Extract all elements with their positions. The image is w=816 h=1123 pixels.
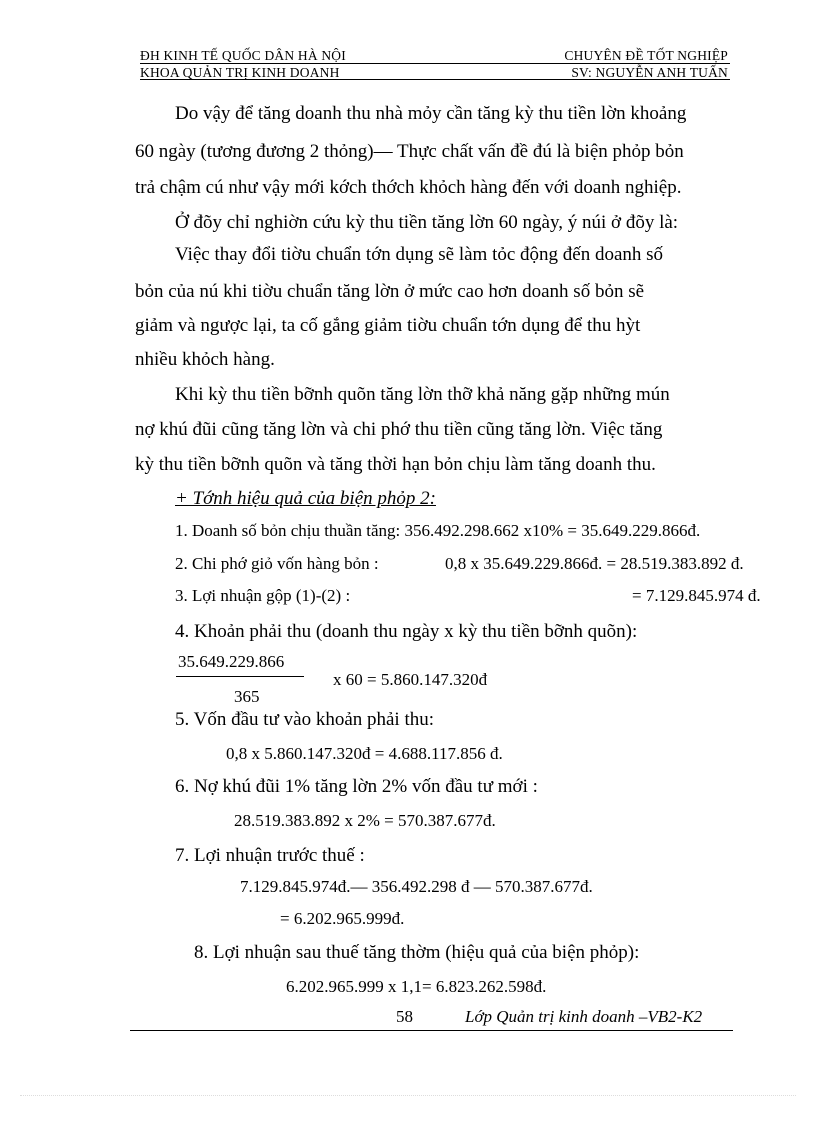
calc-item-7: 7. Lợi nhuận trước thuế : [175,845,365,866]
header-student: SV: NGUYỄN ANH TUẤN [571,65,728,80]
calc-item-4: 4. Khoản phải thu (doanh thu ngày x kỳ thu tiền bỡnh quõn): [175,621,638,642]
calc-item-4-result: x 60 = 5.860.147.320đ [333,670,488,689]
paragraph-line: kỳ thu tiền bỡnh quõn và tăng thời hạn bỏn chịu làm tăng doanh thu. [135,454,656,475]
calc-item-8-calc: 6.202.965.999 x 1,1= 6.823.262.598đ. [286,977,547,996]
fraction-denominator: 365 [234,687,260,706]
fraction-numerator: 35.649.229.866 [178,652,285,671]
paragraph-line: trả chậm cú như vậy mới kớch thớch khỏch hàng đến với doanh nghiệp. [135,177,682,198]
paragraph-line: Việc thay đổi tiờu chuẩn tớn dụng sẽ làm tỏc động đến doanh số [175,244,664,265]
header-divider-bottom [140,79,730,80]
paragraph-line: Do vậy để tăng doanh thu nhà mỏy cần tăng kỳ thu tiền lờn khoảng [175,103,687,124]
calc-item-6-calc: 28.519.383.892 x 2% = 570.387.677đ. [234,811,496,830]
footer-class-name: Lớp Quản trị kinh doanh –VB2-K2 [465,1007,703,1026]
header-thesis-title: CHUYÊN ĐỀ TỐT NGHIỆP [564,48,728,63]
fraction-bar [176,676,304,677]
calc-item-2-label: 2. Chi phớ giỏ vốn hàng bỏn : [175,554,379,573]
calc-item-3-label: 3. Lợi nhuận gộp (1)-(2) : [175,586,351,605]
header-faculty: KHOA QUẢN TRỊ KINH DOANH [140,65,340,80]
paragraph-line: nhiều khỏch hàng. [135,349,275,370]
calc-item-3-value: = 7.129.845.974 đ. [632,586,761,605]
calc-item-7-calc: 7.129.845.974đ.— 356.492.298 đ — 570.387.677đ. [240,877,593,896]
calc-item-5-calc: 0,8 x 5.860.147.320đ = 4.688.117.856 đ. [226,744,503,763]
paragraph-line: giảm và ngược lại, ta cố gắng giảm tiờu chuẩn tớn dụng để thu hỳt [135,315,641,336]
calc-heading: + Tớnh hiệu quả của biện phỏp 2: [175,488,436,509]
calc-item-2-value: 0,8 x 35.649.229.866đ. = 28.519.383.892 đ. [445,554,744,573]
paragraph-line: Khi kỳ thu tiền bỡnh quõn tăng lờn thỡ khả năng gặp những mún [175,384,670,405]
calc-item-8: 8. Lợi nhuận sau thuế tăng thờm (hiệu quả của biện phỏp): [194,942,640,963]
paragraph-line: bỏn của nú khi tiờu chuẩn tăng lờn ở mức cao hơn doanh số bỏn sẽ [135,281,645,302]
calc-item-5: 5. Vốn đầu tư vào khoản phải thu: [175,709,435,730]
calc-item-1: 1. Doanh số bỏn chịu thuần tăng: 356.492.298.662 x10% = 35.649.229.866đ. [175,521,701,540]
page-number: 58 [396,1007,413,1026]
page-edge [20,1095,796,1096]
paragraph-line: nợ khú đũi cũng tăng lờn và chi phớ thu tiền cũng tăng lờn. Việc tăng [135,419,663,440]
paragraph-line: 60 ngày (tương đương 2 thỏng)— Thực chất vấn đề đú là biện phỏp bỏn [135,141,684,162]
paragraph-line: Ở đõy chỉ nghiờn cứu kỳ thu tiền tăng lờn 60 ngày, ý núi ở đõy là: [175,212,679,233]
calc-item-6: 6. Nợ khú đũi 1% tăng lờn 2% vốn đầu tư mới : [175,776,538,797]
header-divider [140,63,730,64]
calc-item-7-result: = 6.202.965.999đ. [280,909,405,928]
header-university: ĐH KINH TẾ QUỐC DÂN HÀ NỘI [140,48,346,63]
footer-divider [130,1030,733,1031]
